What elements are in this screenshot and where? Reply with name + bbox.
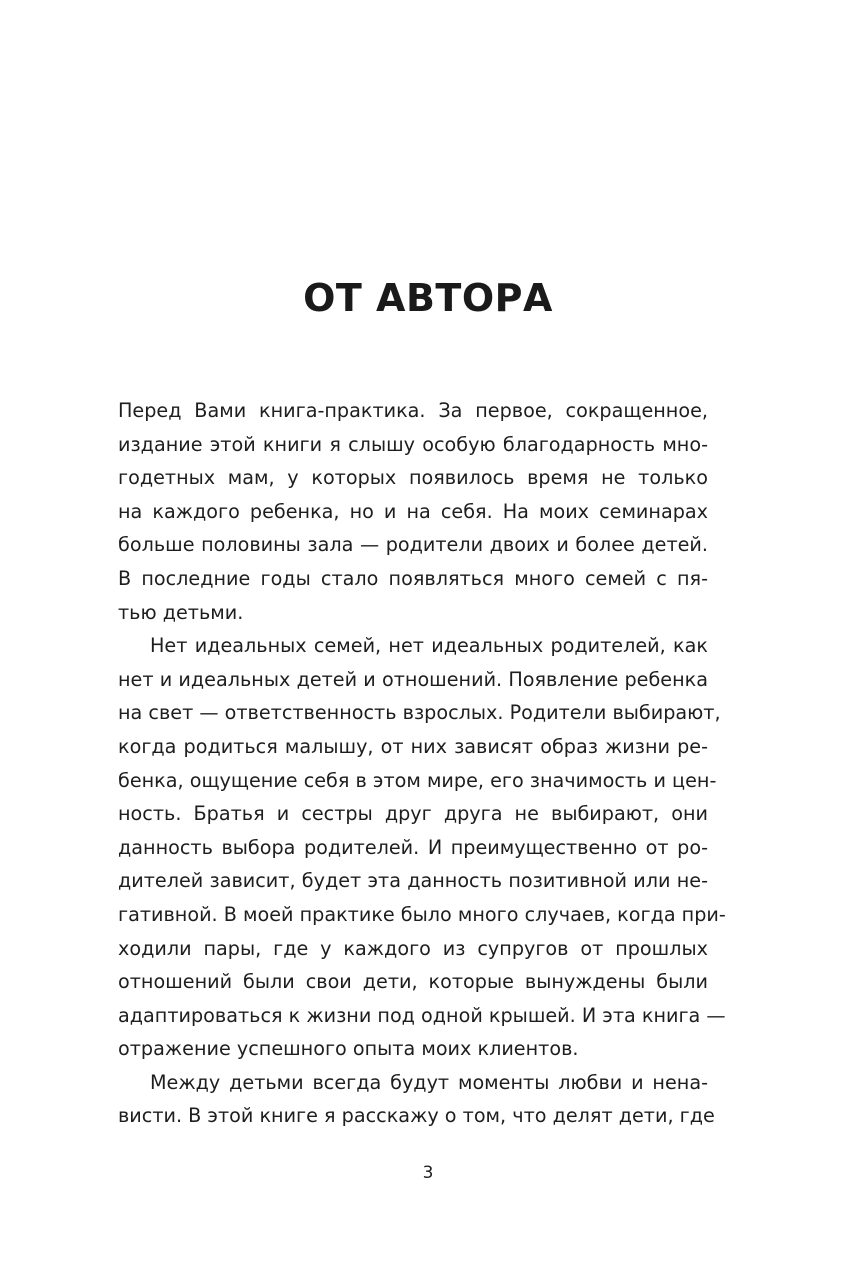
text-line: тью детьми. bbox=[118, 600, 244, 624]
text-line: Нет идеальных семей, нет идеальных родителей, как bbox=[150, 634, 708, 658]
text-line: на каждого ребенка, но и на себя. На моих семинарах bbox=[118, 499, 708, 523]
text-line: ность. Братья и сестры друг друга не выбирают, они bbox=[118, 802, 708, 826]
text-line: годетных мам, у которых появилось время не только bbox=[118, 466, 708, 490]
text-line: дителей зависит, будет эта данность позитивной или не- bbox=[118, 869, 708, 893]
text-line: больше половины зала — родители двоих и более детей. bbox=[118, 533, 708, 557]
text-line: ходили пары, где у каждого из супругов от прошлых bbox=[118, 936, 708, 960]
body-text bbox=[118, 394, 726, 1133]
text-line: Перед Вами книга-практика. За первое, сокращенное, bbox=[118, 399, 708, 422]
chapter-title: ОТ АВТОРА bbox=[303, 276, 553, 320]
text-line: адаптироваться к жизни под одной крышей. И эта книга — bbox=[118, 1003, 726, 1027]
text-line: отношений были свои дети, которые вынуждены были bbox=[118, 970, 708, 994]
paragraph-2 bbox=[118, 629, 726, 1066]
text-line: гативной. В моей практике было много случаев, когда при- bbox=[118, 902, 726, 926]
paragraph-3 bbox=[118, 1066, 715, 1133]
page-number: 3 bbox=[422, 1163, 434, 1183]
text-line: висти. В этой книге я расскажу о том, что делят дети, где bbox=[118, 1104, 715, 1128]
text-line: данность выбора родителей. И преимущественно от ро- bbox=[118, 835, 708, 859]
text-line: бенка, ощущение себя в этом мире, его значимость и цен- bbox=[118, 768, 717, 792]
text-line: когда родиться малышу, от них зависят образ жизни ре- bbox=[118, 734, 708, 758]
text-line: В последние годы стало появляться много семей с пя- bbox=[118, 566, 708, 590]
text-line: Между детьми всегда будут моменты любви и нена- bbox=[150, 1070, 708, 1094]
paragraph-1 bbox=[118, 394, 708, 629]
text-line: нет и идеальных детей и отношений. Появление ребенка bbox=[118, 667, 708, 691]
text-line: издание этой книги я слышу особую благодарность мно- bbox=[118, 432, 708, 456]
text-line: на свет — ответственность взрослых. Родители выбирают, bbox=[118, 701, 721, 725]
text-line: отражение успешного опыта моих клиентов. bbox=[118, 1037, 579, 1061]
